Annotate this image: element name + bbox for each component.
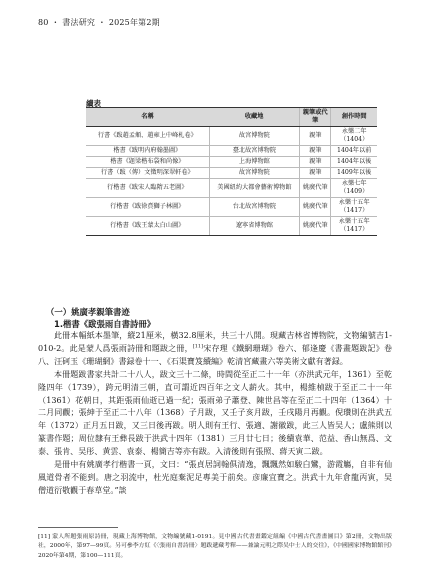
work-cell: 行書《跋趙孟頫、趙雍上中峰札卷》	[86, 127, 209, 146]
relation-cell: 姚廣代筆	[300, 179, 331, 198]
subsection-heading: 1.楷書《跋張雨自書詩冊》	[54, 319, 156, 329]
paragraph-text: 宋存理《鐵網珊瑚》卷六、郁逢慶《書畫題跋記》卷八、汪砢玉《珊瑚網》書録卷十一、《石渠寶笈續編》乾清宮藏畫六等美術文獻有著録。	[38, 343, 392, 366]
location-cell: 上海博物館	[209, 157, 299, 168]
location-cell: 遼寧省博物館	[209, 217, 299, 236]
footnote: [11] 蒙人所題張雨原詩冊，現藏上海博物館，文物編號藏1-0191。見中國古代書畫鑑定組編《中國古代書畫圖目》第2冊，文物出版社，2000年，第97—99頁。另可參李方紅《〈張雨自書詩冊〉題跋遞藏考釋——兼論元明之際吴中士人的交往》，《中國國家博物館館刊》2020年第4期，第100—111頁。	[38, 534, 392, 559]
table-row	[86, 198, 377, 217]
table-caption: 續表	[86, 99, 101, 108]
location-cell: 故宮博物院	[209, 168, 299, 179]
page-header	[38, 17, 160, 28]
work-cell: 行楷書《跋王蒙太白山圖》	[86, 217, 209, 236]
time-cell: 永樂二年（1404）	[331, 127, 377, 146]
work-cell: 楷書《題梁楷布袋和尚像》	[86, 157, 209, 168]
works-table	[86, 107, 377, 236]
footnote-reference[interactable]: [11]	[192, 343, 204, 350]
column-header-time: 創作時間	[331, 108, 377, 127]
body-text	[38, 330, 392, 498]
location-cell: 故宮博物院	[209, 127, 299, 146]
table-row	[86, 157, 377, 168]
relation-cell: 親筆	[300, 157, 331, 168]
table-row	[86, 179, 377, 198]
footnote-divider	[38, 527, 118, 528]
relation-cell: 親筆	[300, 168, 331, 179]
time-cell: 1404年以後	[331, 157, 377, 168]
work-cell: 楷書《跋明内府翰墨圖》	[86, 146, 209, 157]
location-cell: 美國紐約大都會藝術博物館	[209, 179, 299, 198]
work-cell: 行楷書《跋徐賁獅子林圖》	[86, 198, 209, 217]
time-cell: 永樂七年（1409）	[331, 179, 377, 198]
relation-cell: 姚廣代筆	[300, 198, 331, 217]
journal-name: 書法研究	[62, 18, 96, 27]
header-separator: ・	[97, 18, 107, 27]
paragraph: 本冊題跋書家共計二十八人，跋文三十二條，時間從至正二十一年（亦洪武元年，1361）至乾隆四年（1739），跨元明清三朝，直可謂近四百年之文人薪火。其中，楊維楨跋于至正二十一年（1361）花朝日，其距張雨仙逝已過一紀；張雨弟子蕭登、陳世昌等在至正二十四年（1364）十二月同觀；張紳于至正二十八年（1368）子月跋，又壬子亥月跋，壬戌陽月再觀。倪瓚則在洪武五年（1372）正月五日跋，又三日後再跋。明人則有王行、張適、謝徽跋，此三人皆吴人；盧熊則以篆書作題；周位隸有王彝長跋于洪武十四年（1381）三月廿七日；後續袁華、范益、香山無爲、文泰、張肯、吴彤、黄雲、袁泰、楊簡吉等亦有跋。入清後則有張照、蔣天寅二跋。	[38, 369, 392, 457]
table-row	[86, 217, 377, 236]
time-cell: 永樂十五年（1417）	[331, 198, 377, 217]
time-cell: 1409年以後	[331, 168, 377, 179]
relation-cell: 姚廣代筆	[300, 217, 331, 236]
time-cell: 永樂十五年（1417）	[331, 217, 377, 236]
section-heading: （一）姚廣孝親筆書迹	[46, 307, 130, 317]
location-cell: 臺北故宮博物院	[209, 146, 299, 157]
table-header-row	[86, 108, 377, 127]
journal-issue: 2025年第2期	[108, 18, 160, 27]
work-cell: 行楷書《跋宋人臨隋五老圖》	[86, 179, 209, 198]
location-cell: 台北故宮博物院	[209, 198, 299, 217]
header-separator: ・	[51, 18, 60, 27]
page-number: 80	[38, 18, 49, 27]
paragraph: 是冊中有姚廣孝行楷書一頁，文曰：“張貞居詞翰俱清逸，飄飄然如駿白鸞，游霞觴，自非有仙風道骨者不能到。唐之羽流中，杜光庭棄泥足專美于前矣。彦廉宜寶之。洪武十九年倉龍丙寅，吴僧道衍敬觀于春草堂。”談	[38, 460, 392, 495]
column-header-name: 名稱	[86, 108, 209, 127]
relation-cell: 親筆	[300, 146, 331, 157]
paragraph	[38, 330, 392, 369]
table-row	[86, 127, 377, 146]
column-header-location: 收藏地	[209, 108, 299, 127]
column-header-relation: 親筆或代筆	[300, 108, 331, 127]
work-cell: 行書（跋（傳）文徵明深翠軒卷》	[86, 168, 209, 179]
table-row	[86, 146, 377, 157]
relation-cell: 親筆	[300, 127, 331, 146]
time-cell: 1404年以前	[331, 146, 377, 157]
table-row	[86, 168, 377, 179]
paragraph-text: 此冊本幅紙本墨筆，縱21厘米，橫32.8厘米，共三十八開。現藏吉林省博物院，文物編號吉1-010-2。此是蒙人爲張雨詩冊和題跋之冊，	[38, 331, 392, 353]
